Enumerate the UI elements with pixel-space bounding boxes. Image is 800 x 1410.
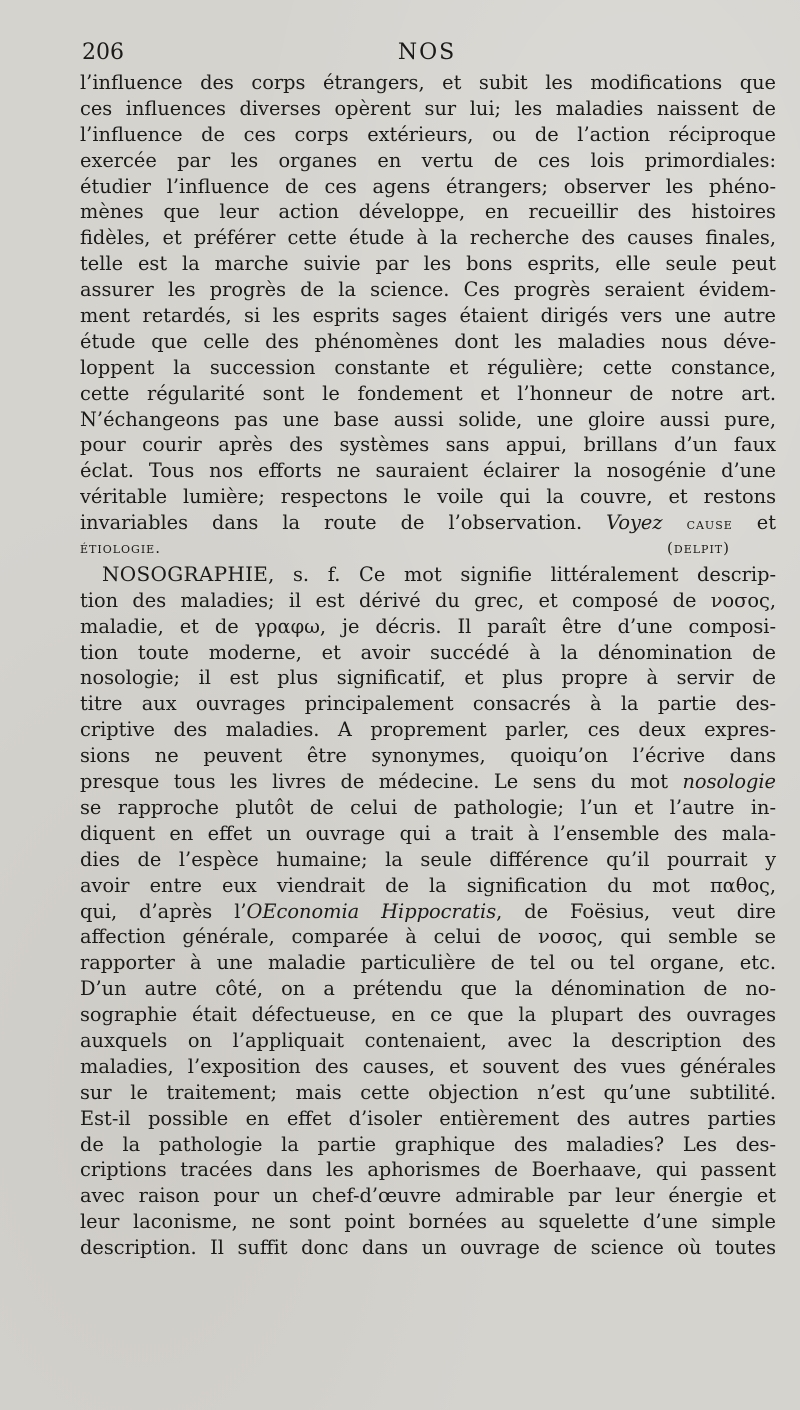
text-line: sur le traitement; mais cette objection n’est qu’une subtilité. <box>80 1080 776 1104</box>
text-fragment: , de Foësius, veut dire <box>496 899 776 923</box>
text-fragment: presque tous les livres de médecine. Le sens du mot <box>80 770 683 794</box>
text-line: avec raison pour un chef-d’œuvre admirable par leur énergie et <box>80 1184 776 1208</box>
dictionary-entry-nosographie <box>80 562 776 1261</box>
text-line: sographie était défectueuse, en ce que la plupart des ouvrages <box>80 1003 776 1027</box>
text-line: diquent en effet un ouvrage qui a trait à l’ensemble des mala- <box>80 821 776 845</box>
text-line: véritable lumière; respectons le voile qui la couvre, et restons <box>80 485 776 509</box>
entry-headword: NOSOGRAPHIE <box>102 561 269 586</box>
text-line: étude que celle des phénomènes dont les maladies nous déve- <box>80 329 776 353</box>
text-line: maladies, l’exposition des causes, et souvent des vues générales <box>80 1054 776 1078</box>
text-line: N’échangeons pas une base aussi solide, une gloire aussi pure, <box>80 407 776 431</box>
term-nosologie: nosologie <box>682 770 776 794</box>
text-line: fidèles, et préférer cette étude à la recherche des causes finales, <box>80 226 776 250</box>
text-line: auxquels on l’appliquait contenaient, avec la description des <box>80 1028 776 1052</box>
text-line: loppent la succession constante et régulière; cette constance, <box>80 355 776 379</box>
text-line: ment retardés, si les esprits sages étaient dirigés vers une autre <box>80 304 776 328</box>
text-line: l’influence des corps étrangers, et subit les modifications que <box>80 71 776 94</box>
text-line: ces influences diverses opèrent sur lui; les maladies naissent de <box>80 96 776 120</box>
text-line: leur laconisme, ne sont point bornées au squelette d’une simple <box>80 1210 776 1234</box>
text-line: exercée par les organes en vertu de ces lois primordiales: <box>80 148 776 172</box>
text-line <box>80 562 776 588</box>
text-fragment: qui, d’après l’ <box>80 899 247 923</box>
paragraph-continued <box>80 70 776 562</box>
text-line: mènes que leur action développe, en recueillir des histoires <box>80 200 776 224</box>
text-line: avoir entre eux viendrait de la signification du mot παθος, <box>80 873 776 897</box>
text-line: telle est la marche suivie par les bons esprits, elle seule peut <box>80 252 776 276</box>
text-line: l’influence de ces corps extérieurs, ou de l’action réciproque <box>80 122 776 146</box>
text-line: se rapproche plutôt de celui de pathologie; l’un et l’autre in- <box>80 795 776 819</box>
text-fragment: invariables dans la route de l’observation. <box>80 511 583 535</box>
entry-signature-row <box>80 536 776 562</box>
page-body <box>80 70 776 1261</box>
text-line: Est-il possible en effet d’isoler entièrement des autres parties <box>80 1106 776 1130</box>
text-line: cette régularité sont le fondement et l’honneur de notre art. <box>80 381 776 405</box>
text-line: criptive des maladies. A proprement parler, ces deux expres- <box>80 718 776 742</box>
author-signature: (delpit) <box>667 539 730 558</box>
text-line: tion toute moderne, et avoir succédé à la dénomination de <box>80 640 776 664</box>
text-line <box>80 899 776 925</box>
running-head: NOS <box>397 40 457 65</box>
text-line: rapporter à une maladie particulière de tel ou tel organe, etc. <box>80 951 776 975</box>
text-line: D’un autre côté, on a prétendu que la dénomination de no- <box>80 977 776 1001</box>
text-fragment: , s. f. Ce mot signifie littéralement descrip- <box>268 562 776 586</box>
text-line: éclat. Tous nos efforts ne sauraient éclairer la nosogénie d’une <box>80 459 776 483</box>
text-fragment: et <box>756 511 776 535</box>
page-header <box>80 38 776 68</box>
page-number: 206 <box>82 40 124 65</box>
text-line: de la pathologie la partie graphique des maladies? Les des- <box>80 1132 776 1156</box>
text-line: sions ne peuvent être synonymes, quoiqu’on l’écrive dans <box>80 744 776 768</box>
text-line: assurer les progrès de la science. Ces progrès seraient évidem- <box>80 278 776 302</box>
text-line: titre aux ouvrages principalement consacrés à la partie des- <box>80 692 776 716</box>
text-line <box>80 769 776 795</box>
text-line: criptions tracées dans les aphorismes de Boerhaave, qui passent <box>80 1158 776 1182</box>
text-line: étudier l’influence de ces agens étrangers; observer les phéno- <box>80 174 776 198</box>
text-line: description. Il suffit donc dans un ouvrage de science où toutes <box>80 1236 776 1260</box>
cross-reference-voyez: Voyez <box>606 511 663 535</box>
text-line <box>80 510 776 536</box>
text-line: dies de l’espèce humaine; la seule différence qu’il pourrait y <box>80 847 776 871</box>
text-line: affection générale, comparée à celui de νοσος, qui semble se <box>80 925 776 949</box>
text-line: nosologie; il est plus significatif, et plus propre à servir de <box>80 666 776 690</box>
text-line: tion des maladies; il est dérivé du grec, et composé de νοσος, <box>80 588 776 612</box>
text-line: maladie, et de γραφω, je décris. Il paraît être d’une composi- <box>80 614 776 638</box>
cross-reference-cause: cause <box>686 515 733 534</box>
book-title: OEconomia Hippocratis <box>246 899 497 923</box>
text-line: pour courir après des systèmes sans appui, brillans d’un faux <box>80 433 776 457</box>
cross-reference-etiologie: étiologie. <box>80 539 161 558</box>
